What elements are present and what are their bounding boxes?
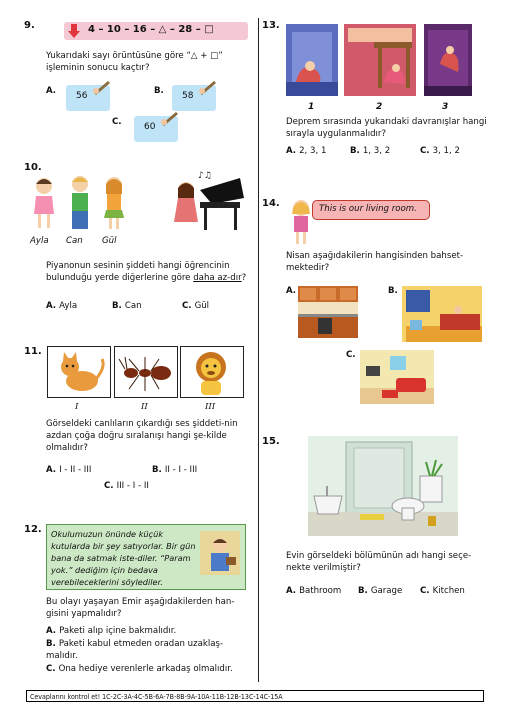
question-text: Bu olayı yaşayan Emir aşağıdakilerden han-gisini yapmalıdır? <box>46 597 235 619</box>
option-b[interactable]: B. Can <box>112 301 142 311</box>
label-number: 2 <box>376 102 383 112</box>
option-card-a[interactable] <box>66 85 110 111</box>
svg-text:♪♫: ♪♫ <box>198 171 212 181</box>
question-number: 9. <box>24 20 35 31</box>
option-c[interactable]: C. III - I - II <box>104 481 149 491</box>
question-number: 10. <box>24 162 42 173</box>
underlined-text: daha az-dır <box>193 273 242 283</box>
arrow-down-icon <box>68 23 80 37</box>
quote-box <box>46 524 246 590</box>
piano-player-illustration <box>172 168 246 236</box>
name-label: Can <box>66 236 83 246</box>
question-text: Nisan aşağıdakilerin hangisinden bahset-mektedir? <box>286 251 464 273</box>
name-label: Gül <box>102 236 117 246</box>
option-letter: B. <box>154 86 164 96</box>
option-a[interactable]: A. 2, 3, 1 <box>286 146 327 156</box>
text-part: Piyanonun sesinin şiddeti hangi öğrencinin bulunduğu yerde diğerlerine göre <box>46 261 230 283</box>
option-a[interactable]: A. Paketi alıp içine bakmalıdır. <box>46 626 177 636</box>
label-number: 3 <box>442 102 449 112</box>
option-value: 58 <box>182 91 194 101</box>
option-c[interactable]: C. 3, 1, 2 <box>420 146 460 156</box>
question-text <box>46 260 252 284</box>
hand-pointer-icon <box>92 79 112 95</box>
question-text: Deprem sırasında yukarıdaki davranışlar hangi sırayla uygulanmalıdır? <box>286 117 487 139</box>
hand-pointer-icon <box>160 110 180 126</box>
label-roman: I <box>75 402 79 412</box>
sequence-banner <box>64 22 248 40</box>
option-b[interactable]: B. Paketi kabul etmeden oradan uzaklaş-malıdır. <box>46 639 224 661</box>
option-c[interactable]: C. Kitchen <box>420 586 465 596</box>
option-letter: A. <box>46 86 57 96</box>
earthquake-image-2 <box>344 24 416 96</box>
label-roman: III <box>205 402 216 412</box>
option-c[interactable]: C. Ona hediye verenlerle arkadaş olmalıdır. <box>46 664 233 674</box>
bathroom-image <box>308 436 458 536</box>
label-roman: II <box>141 402 148 412</box>
earthquake-image-3 <box>424 24 472 96</box>
children-illustration <box>30 174 130 232</box>
question-number: 14. <box>262 198 280 209</box>
label-number: 1 <box>308 102 315 112</box>
speech-text: This is our living room. <box>319 204 417 214</box>
question-text: Yukarıdaki sayı örüntüsüne göre “△ + □” işleminin sonucu kaçtır? <box>46 51 223 73</box>
option-c[interactable]: C. Gül <box>182 301 210 311</box>
option-a[interactable]: A. I - II - III <box>46 465 92 475</box>
name-label: Ayla <box>30 236 49 246</box>
column-divider <box>258 18 259 682</box>
quote-text: Okulumuzun önünde küçük kutularda bir şey satıyorlar. Bir gün bana da satmak iste-diler. “Param yok.” dediğim için bedava verebileceklerini söylediler. <box>51 529 196 587</box>
hand-pointer-icon <box>198 79 218 95</box>
option-card-c[interactable] <box>134 116 178 142</box>
question-number: 12. <box>24 524 42 535</box>
speech-bubble <box>312 200 430 220</box>
option-b[interactable]: B. 1, 3, 2 <box>350 146 391 156</box>
question-number: 15. <box>262 436 280 447</box>
question-text: Görseldeki canlıların çıkardığı ses şiddeti-nin azdan çoğa doğru sıralanışı hangi şe-kilde olmalıdır? <box>46 419 238 453</box>
option-value: 60 <box>144 122 156 132</box>
lion-image <box>180 346 244 398</box>
option-a[interactable]: A. Ayla <box>46 301 78 311</box>
option-letter: C. <box>346 350 356 360</box>
bedroom-image-option-b[interactable] <box>402 286 482 342</box>
kitchen-image-option-a[interactable] <box>298 286 358 338</box>
boy-illustration <box>200 531 240 575</box>
option-card-b[interactable] <box>172 85 216 111</box>
option-b[interactable]: B. Garage <box>358 586 403 596</box>
text-part: ? <box>241 273 247 283</box>
option-a[interactable]: A. Bathroom <box>286 586 342 596</box>
girl-illustration <box>290 198 312 246</box>
option-value: 56 <box>76 91 88 101</box>
sequence-text: 4 – 10 – 16 – △ – 28 – □ <box>88 24 214 35</box>
option-letter: A. <box>286 286 297 296</box>
option-letter: C. <box>112 117 122 127</box>
question-number: 11. <box>24 346 42 357</box>
question-number: 13. <box>262 20 280 31</box>
option-b[interactable]: B. II - I - III <box>152 465 198 475</box>
answer-key-footer: Cevaplarını kontrol et! 1C-2C-3A-4C-5B-6A-7B-8B-9A-10A-11B-12B-13C-14C-15A <box>26 690 484 702</box>
option-letter: B. <box>388 286 398 296</box>
question-text: Evin görseldeki bölümünün adı hangi seçe-nekte verilmiştir? <box>286 551 472 573</box>
ant-image <box>114 346 178 398</box>
living-room-image-option-c[interactable] <box>360 350 434 404</box>
earthquake-image-1 <box>286 24 338 96</box>
cat-image <box>47 346 111 398</box>
